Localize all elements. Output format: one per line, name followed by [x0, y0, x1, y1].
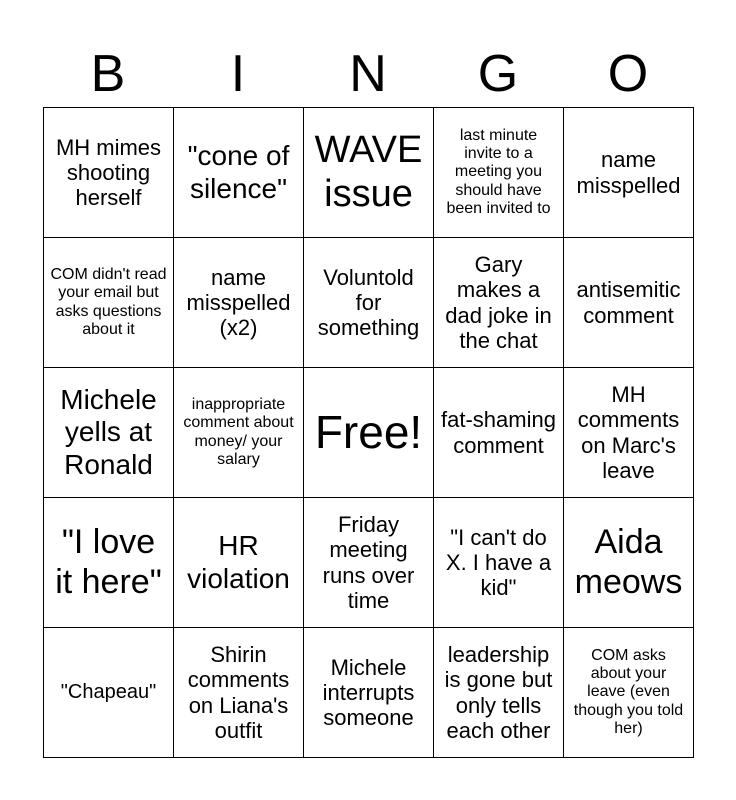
- bingo-cell-text: fat-shaming comment: [441, 407, 556, 458]
- bingo-cell-r2c1[interactable]: [44, 238, 174, 368]
- bingo-cell-text: Michele yells at Ronald: [60, 384, 157, 480]
- bingo-cell-r2c5[interactable]: [564, 238, 694, 368]
- bingo-cell-text: COM didn't read your email but asks questions about it: [50, 265, 167, 338]
- bingo-cell-text: HR violation: [187, 530, 290, 594]
- bingo-cell-text: MH comments on Marc's leave: [577, 381, 680, 483]
- bingo-cell-text: "I can't do X. I have a kid": [445, 524, 552, 601]
- bingo-grid: [43, 107, 694, 758]
- header-letter-g: G: [477, 45, 519, 103]
- bingo-cell-text: "Chapeau": [60, 681, 157, 703]
- bingo-cell-r2c3[interactable]: [304, 238, 434, 368]
- bingo-cell-r3c1[interactable]: [44, 368, 174, 498]
- bingo-cell-r4c4[interactable]: [434, 498, 564, 628]
- bingo-cell-r1c5[interactable]: [564, 108, 694, 238]
- bingo-cell-r3c4[interactable]: [434, 368, 564, 498]
- bingo-cell-r2c2[interactable]: [174, 238, 304, 368]
- bingo-cell-text: "cone of silence": [187, 140, 290, 204]
- bingo-cell-r3c5[interactable]: [564, 368, 694, 498]
- bingo-cell-r5c5[interactable]: [564, 628, 694, 758]
- bingo-cell-r4c2[interactable]: [174, 498, 304, 628]
- bingo-cell-text: Gary makes a dad joke in the chat: [445, 251, 552, 353]
- bingo-cell-text: name misspelled: [576, 147, 681, 198]
- header-letter-n: N: [349, 45, 387, 103]
- bingo-cell-r1c1[interactable]: [44, 108, 174, 238]
- bingo-cell-text: last minute invite to a meeting you should have been invited to: [446, 126, 551, 218]
- bingo-cell-text: inappropriate comment about money/ your salary: [183, 395, 294, 468]
- bingo-cell-text: WAVE issue: [314, 128, 423, 215]
- bingo-cell-r5c1[interactable]: [44, 628, 174, 758]
- bingo-header: [43, 40, 693, 108]
- bingo-cell-text: antisemitic comment: [576, 277, 681, 328]
- bingo-cell-text: COM asks about your leave (even though you told her): [573, 646, 684, 738]
- bingo-cell-r4c3[interactable]: [304, 498, 434, 628]
- bingo-cell-text: Michele interrupts someone: [322, 654, 415, 731]
- header-letter-o: O: [607, 45, 649, 103]
- bingo-cell-r1c3[interactable]: [304, 108, 434, 238]
- bingo-cell-text: "I love it here": [55, 523, 162, 601]
- bingo-cell-r1c2[interactable]: [174, 108, 304, 238]
- bingo-cell-text: Free!: [314, 406, 423, 459]
- bingo-cell-text: Friday meeting runs over time: [322, 511, 415, 613]
- bingo-cell-text: Voluntold for something: [317, 264, 420, 341]
- bingo-cell-text: Aida meows: [574, 523, 683, 601]
- bingo-cell-r5c4[interactable]: [434, 628, 564, 758]
- bingo-cell-text: MH mimes shooting herself: [55, 134, 162, 211]
- header-letter-i: I: [230, 45, 246, 103]
- bingo-cell-text: Shirin comments on Liana's outfit: [187, 641, 290, 743]
- bingo-cell-r3c2[interactable]: [174, 368, 304, 498]
- header-letter-b: B: [90, 45, 126, 103]
- bingo-cell-r4c1[interactable]: [44, 498, 174, 628]
- bingo-cell-r5c3[interactable]: [304, 628, 434, 758]
- bingo-cell-text: leadership is gone but only tells each other: [444, 641, 553, 743]
- bingo-cell-r5c2[interactable]: [174, 628, 304, 758]
- bingo-cell-text: name misspelled (x2): [186, 264, 291, 341]
- bingo-cell-free[interactable]: [304, 368, 434, 498]
- bingo-cell-r4c5[interactable]: [564, 498, 694, 628]
- bingo-cell-r1c4[interactable]: [434, 108, 564, 238]
- bingo-cell-r2c4[interactable]: [434, 238, 564, 368]
